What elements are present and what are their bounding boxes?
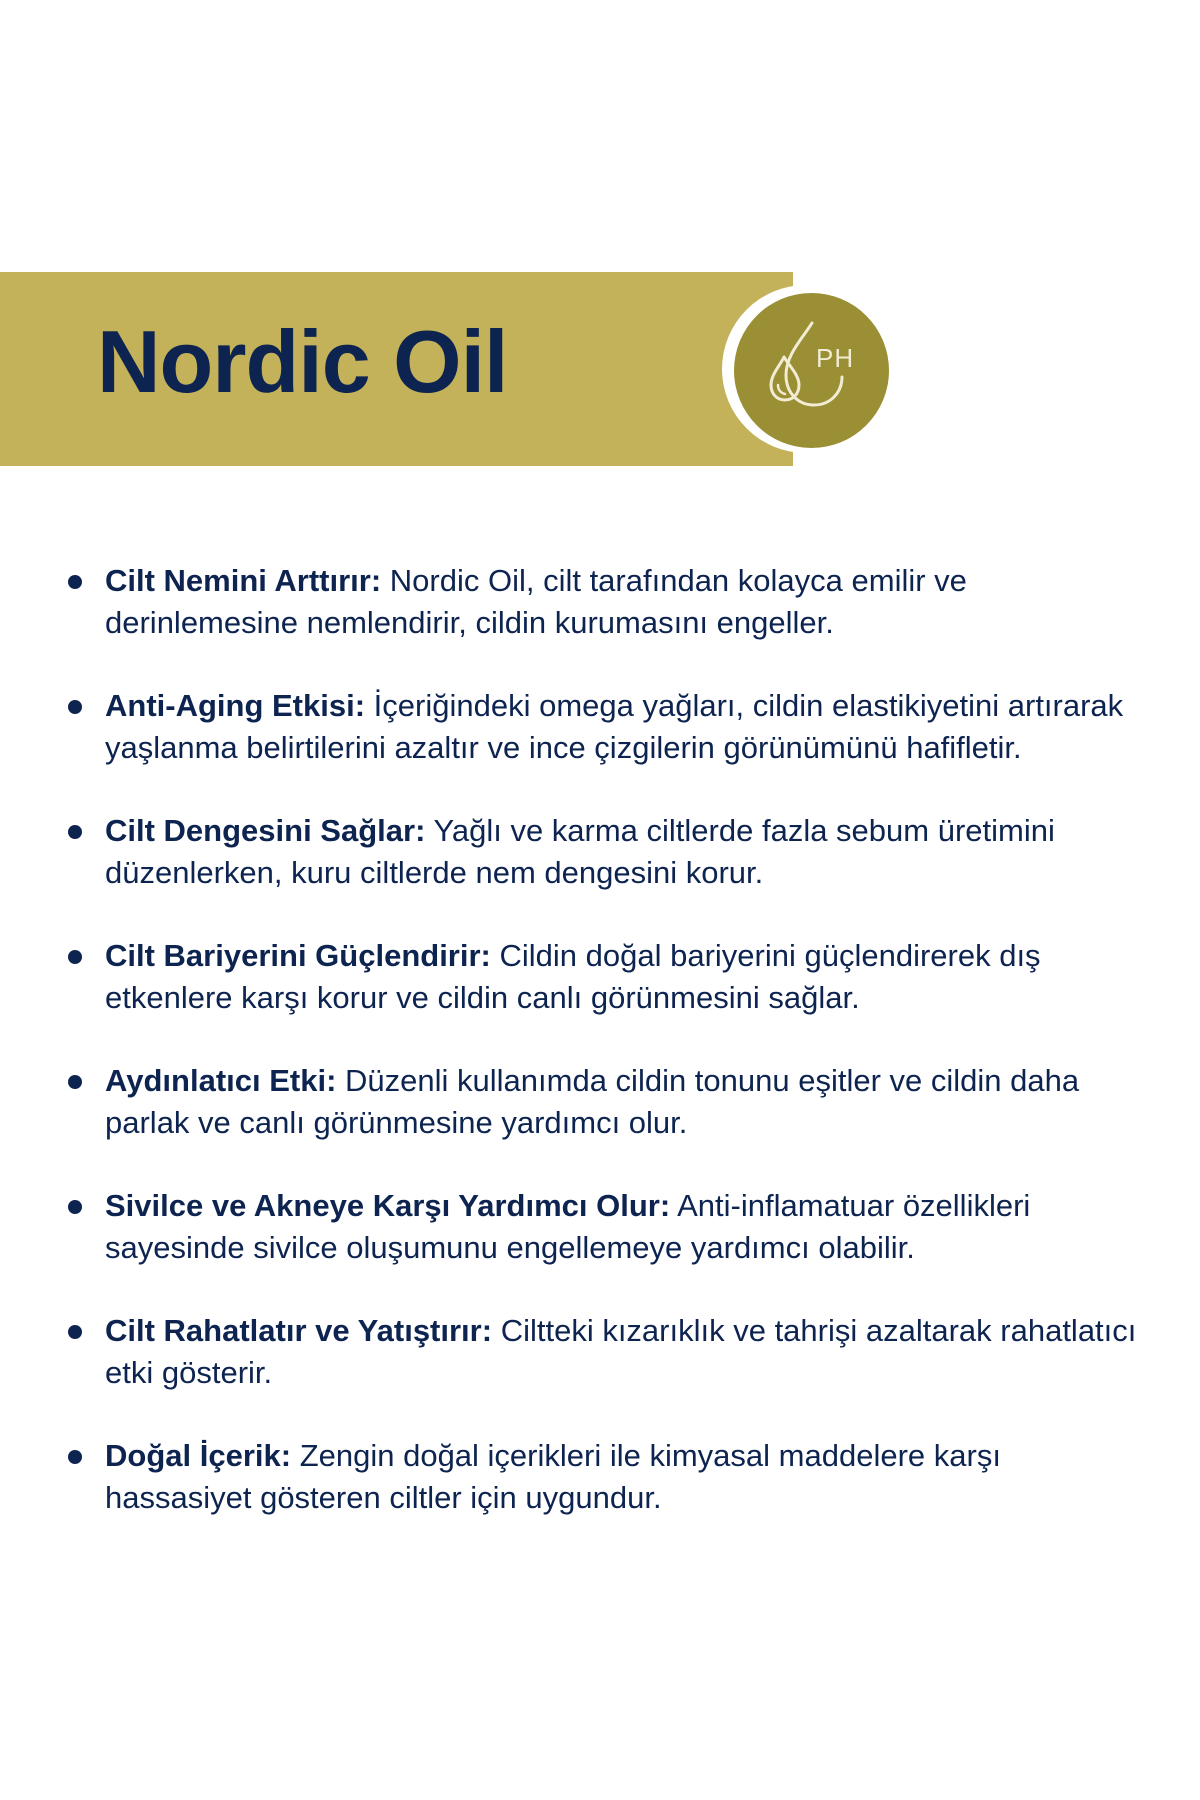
benefit-text: Yağlı ve karma ciltlerde fazla sebum üretimini düzenlerken, kuru ciltlerde nem dengesini korur.: [105, 813, 1055, 890]
benefit-text: Düzenli kullanımda cildin tonunu eşitler ve cildin daha parlak ve canlı görünmesine yardımcı olur.: [105, 1063, 1080, 1140]
bullet-icon: [68, 1325, 82, 1339]
benefit-item: [0, 560, 1200, 644]
benefit-item: [0, 810, 1200, 894]
benefit-text: Zengin doğal içerikleri ile kimyasal maddelere karşı hassasiyet gösteren ciltler için uygundur.: [105, 1438, 1001, 1515]
benefit-title: Doğal İçerik:: [105, 1438, 292, 1473]
benefit-title: Cilt Nemini Arttırır:: [105, 563, 382, 598]
benefit-title: Sivilce ve Akneye Karşı Yardımcı Olur:: [105, 1188, 671, 1223]
ph-badge: [734, 293, 889, 448]
benefit-text: Nordic Oil, cilt tarafından kolayca emilir ve derinlemesine nemlendirir, cildin kurumasını engeller.: [105, 563, 967, 640]
bullet-icon: [68, 1200, 82, 1214]
benefit-title: Cilt Dengesini Sağlar:: [105, 813, 426, 848]
benefit-item: [0, 1435, 1200, 1519]
page-title: Nordic Oil: [97, 312, 508, 411]
benefit-text: Cildin doğal bariyerini güçlendirerek dış etkenlere karşı korur ve cildin canlı görünmesini sağlar.: [105, 938, 1041, 1015]
bullet-icon: [68, 1450, 82, 1464]
benefit-text: İçeriğindeki omega yağları, cildin elastikiyetini artırarak yaşlanma belirtilerini azaltır ve ince çizgilerin görünümünü hafifletir.: [105, 688, 1124, 765]
bullet-icon: [68, 575, 82, 589]
bullet-icon: [68, 700, 82, 714]
oil-drop-ph-icon: [734, 293, 889, 448]
benefit-text: Ciltteki kızarıklık ve tahrişi azaltarak rahatlatıcı etki gösterir.: [105, 1313, 1137, 1390]
benefit-title: Cilt Rahatlatır ve Yatıştırır:: [105, 1313, 493, 1348]
benefit-title: Cilt Bariyerini Güçlendirir:: [105, 938, 491, 973]
benefit-text: Anti-inflamatuar özellikleri sayesinde sivilce oluşumunu engellemeye yardımcı olabilir.: [105, 1188, 1031, 1265]
benefit-title: Aydınlatıcı Etki:: [105, 1063, 337, 1098]
benefit-item: [0, 935, 1200, 1019]
benefit-item: [0, 1185, 1200, 1269]
bullet-icon: [68, 950, 82, 964]
benefit-item: [0, 1310, 1200, 1394]
benefit-item: [0, 685, 1200, 769]
benefits-list: [0, 560, 1200, 1560]
bullet-icon: [68, 1075, 82, 1089]
bullet-icon: [68, 825, 82, 839]
ph-label: PH: [816, 343, 855, 373]
benefit-title: Anti-Aging Etkisi:: [105, 688, 366, 723]
benefit-item: [0, 1060, 1200, 1144]
